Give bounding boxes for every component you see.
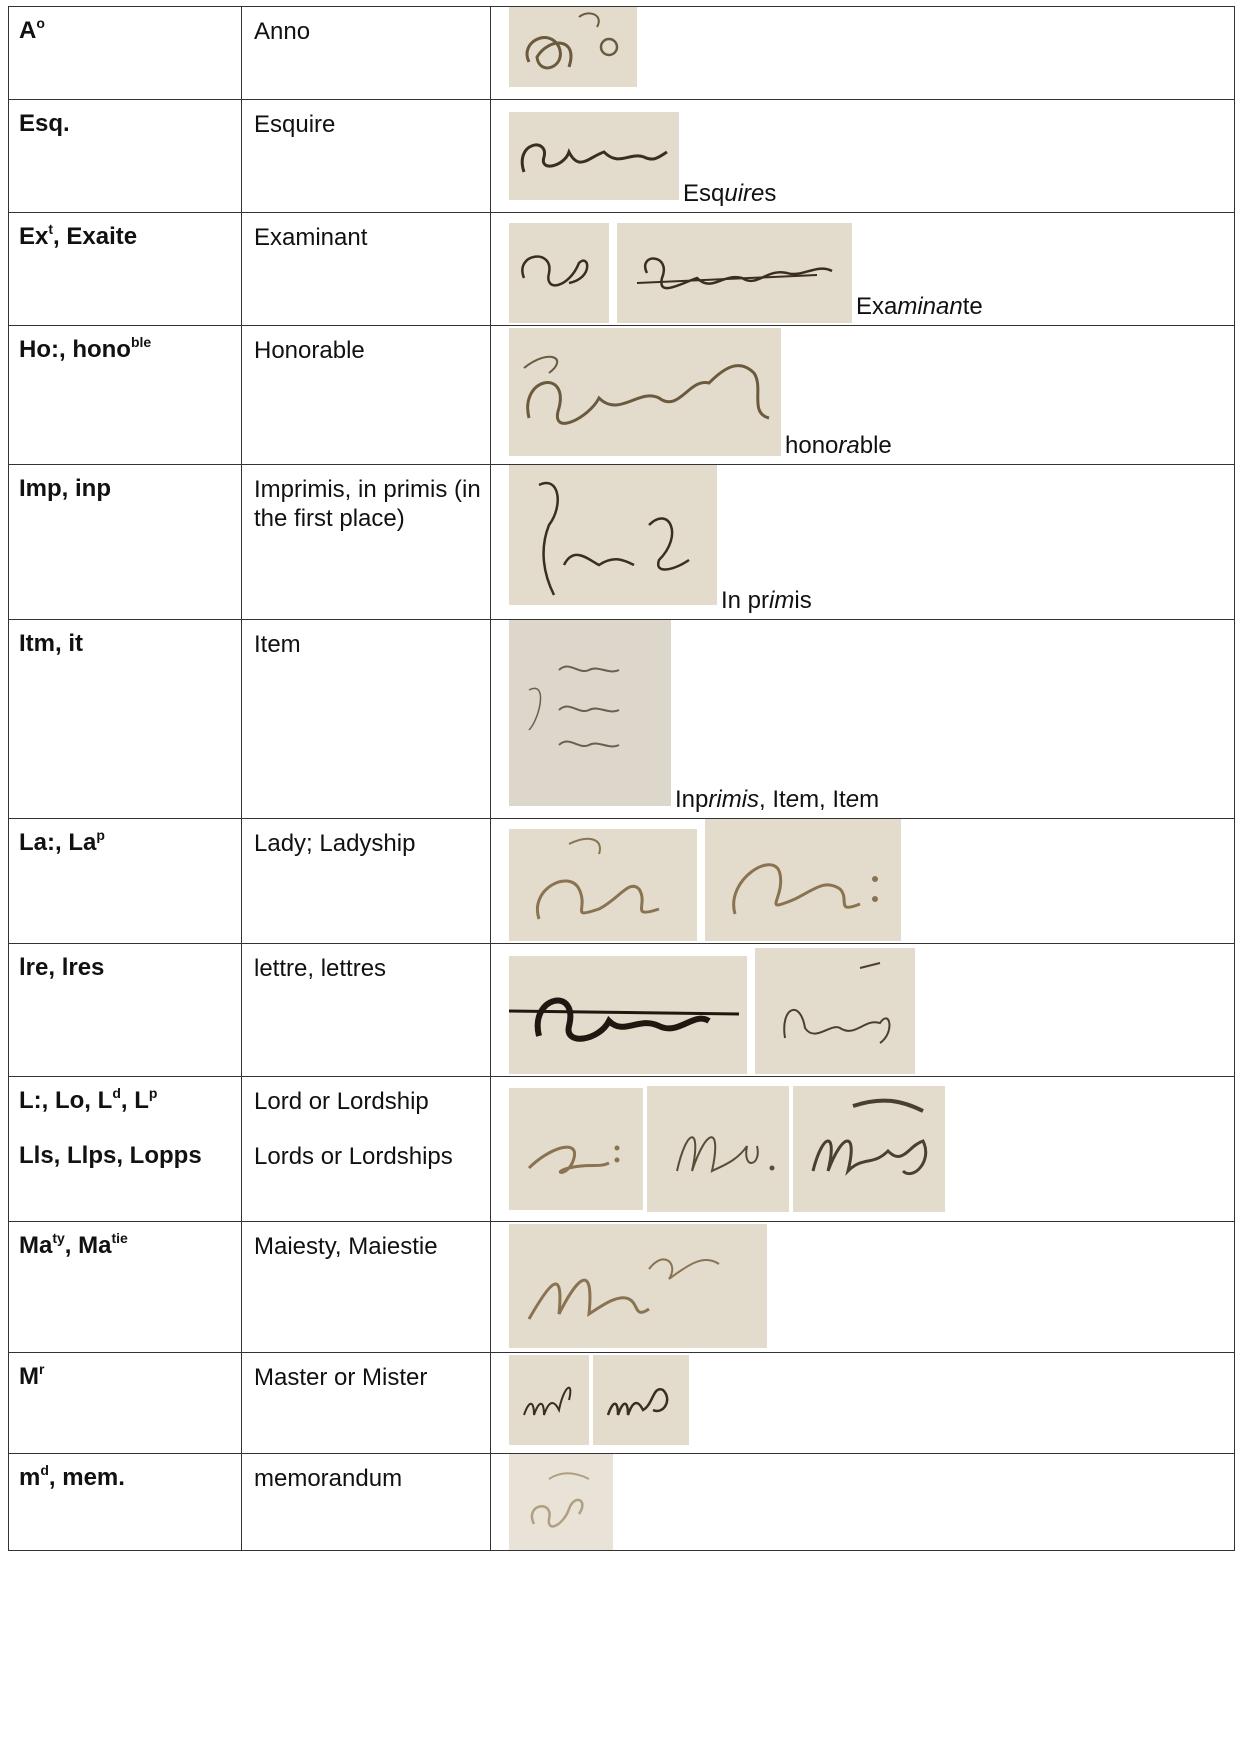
table-row — [9, 326, 1235, 465]
meaning-cell: Examinant — [242, 213, 491, 326]
handwriting-sample-image — [509, 1355, 589, 1445]
example-cell — [491, 1353, 1235, 1454]
abbreviation-cell: $M^r$ — [9, 1353, 242, 1454]
table-row — [9, 1222, 1235, 1353]
meaning-cell: Lord or Lordship Lords or Lordships — [242, 1077, 491, 1222]
meaning-cell: lettre, lettres — [242, 944, 491, 1077]
abbreviation-cell: $A^o$ — [9, 7, 242, 100]
example-cell — [491, 944, 1235, 1077]
table-row — [9, 620, 1235, 819]
handwriting-sample-image — [509, 465, 717, 605]
example-cell — [491, 465, 1235, 620]
handwriting-sample-image — [755, 948, 915, 1074]
handwriting-sample-image — [793, 1086, 945, 1212]
meaning-cell: Imprimis, in primis (in the first place) — [242, 465, 491, 620]
handwriting-sample-image — [647, 1086, 789, 1212]
example-cell — [491, 1222, 1235, 1353]
handwriting-sample-image — [593, 1355, 689, 1445]
example-cell — [491, 213, 1235, 326]
table-row — [9, 465, 1235, 620]
handwriting-sample-image — [509, 1454, 613, 1550]
meaning-cell: Honorable — [242, 326, 491, 465]
handwriting-sample-image — [509, 829, 697, 941]
abbreviation-cell: Ex$^t$, Exaite — [9, 213, 242, 326]
handwriting-sample-image — [509, 1224, 767, 1348]
table-row — [9, 1454, 1235, 1551]
abbreviation-cell: $Ma^{ty}$, $Ma^{tie}$ — [9, 1222, 242, 1353]
handwriting-sample-image — [509, 7, 637, 87]
meaning-cell: Lady; Ladyship — [242, 819, 491, 944]
handwriting-sample-image — [509, 112, 679, 200]
handwriting-sample-image — [617, 223, 852, 323]
table-row — [9, 100, 1235, 213]
example-cell — [491, 7, 1235, 100]
example-cell — [491, 819, 1235, 944]
abbreviation-cell: Esq. — [9, 100, 242, 213]
example-caption: Inprimis, Item, Item — [675, 786, 880, 813]
meaning-cell: Item — [242, 620, 491, 819]
abbreviation-cell: L:, Lo, $L^d$, $L^p$ Lls, Llps, Lopps — [9, 1077, 242, 1222]
abbreviation-cell: Imp, inp — [9, 465, 242, 620]
handwriting-sample-image — [509, 620, 671, 806]
handwriting-sample-image — [705, 819, 901, 941]
table-row — [9, 213, 1235, 326]
handwriting-sample-image — [509, 223, 609, 323]
example-cell — [491, 326, 1235, 465]
meaning-cell: Maiesty, Maiestie — [242, 1222, 491, 1353]
handwriting-sample-image — [509, 956, 747, 1074]
example-caption: honorable — [785, 432, 892, 459]
example-cell — [491, 1454, 1235, 1551]
example-caption: Examinante — [856, 293, 983, 320]
abbreviation-cell: La:, La$^p$ — [9, 819, 242, 944]
abbreviation-cell: Itm, it — [9, 620, 242, 819]
meaning-cell: memorandum — [242, 1454, 491, 1551]
abbreviation-cell: lre, lres — [9, 944, 242, 1077]
abbreviations-table — [8, 6, 1235, 1551]
handwriting-sample-image — [509, 1088, 643, 1210]
meaning-cell: Anno — [242, 7, 491, 100]
example-cell — [491, 620, 1235, 819]
abbreviation-cell: $m^d$, mem. — [9, 1454, 242, 1551]
table-row — [9, 944, 1235, 1077]
meaning-cell: Esquire — [242, 100, 491, 213]
example-cell — [491, 1077, 1235, 1222]
table-row — [9, 1077, 1235, 1222]
table-row — [9, 7, 1235, 100]
table-row — [9, 819, 1235, 944]
example-cell — [491, 100, 1235, 213]
handwriting-sample-image — [509, 328, 781, 456]
example-caption: Esquires — [683, 180, 777, 207]
example-caption: In primis — [721, 587, 812, 614]
meaning-cell: Master or Mister — [242, 1353, 491, 1454]
table-row — [9, 1353, 1235, 1454]
abbreviation-cell: Ho:, hono$^{ble}$ — [9, 326, 242, 465]
